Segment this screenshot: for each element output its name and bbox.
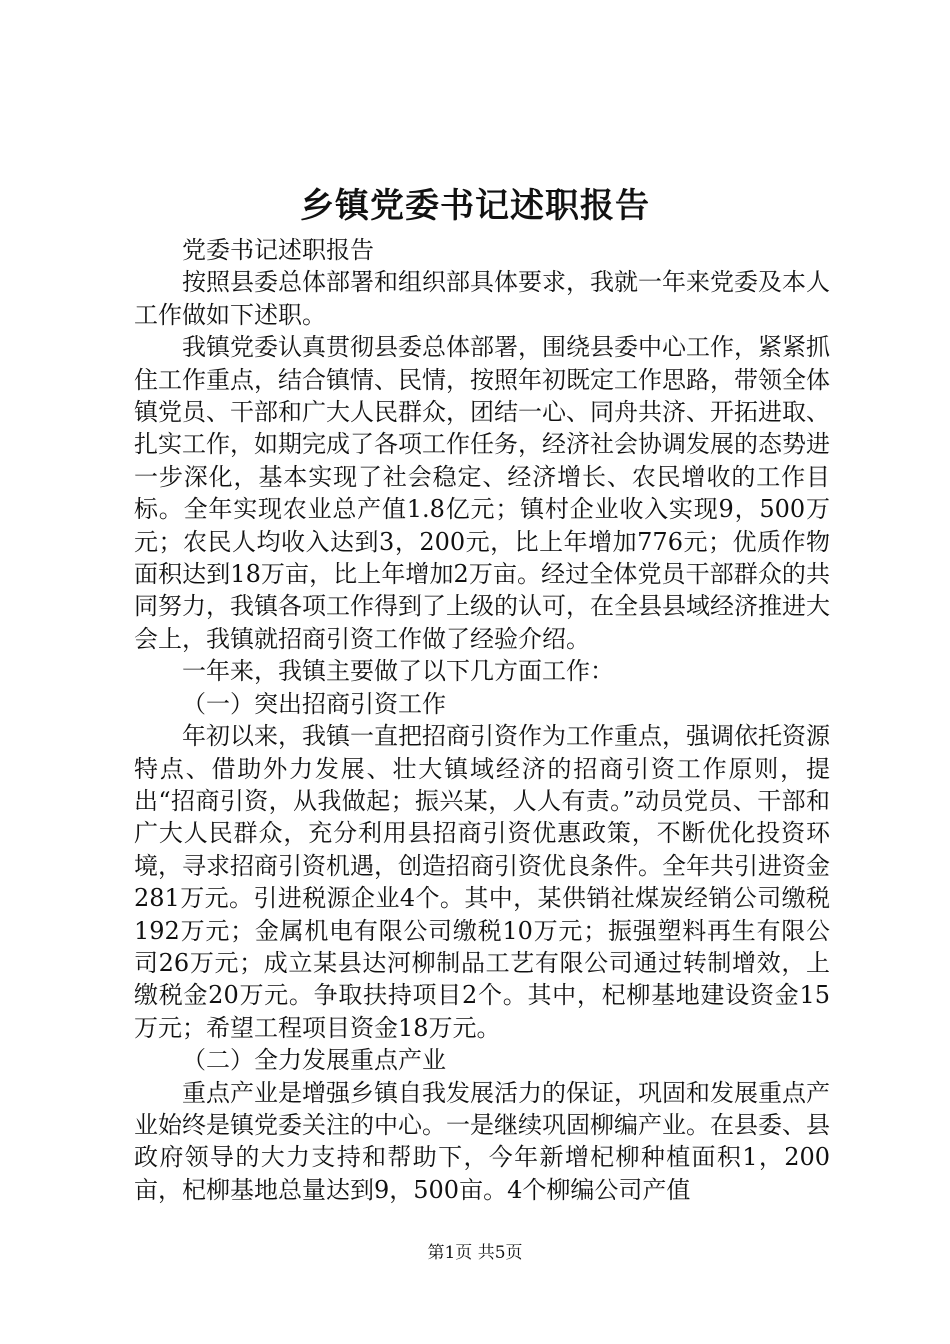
paragraph-heading-line: 党委书记述职报告 — [182, 236, 374, 264]
section-heading-1: （一）突出招商引资工作 — [182, 689, 446, 718]
paragraph-summary: 我镇党委认真贯彻县委总体部署，围绕县委中心工作，紧紧抓住工作重点，结合镇情、民情，按照年初既定工作思路，带领全体镇党员、干部和广大人民群众，团结一心、同舟共济、开拓进取、扎实工作，如期完成了各项工作任务，经济社会协调发展的态势进一步深化，基本实现了社会稳定、经济增长、农民增收的工作目标。全年实现农业总产值1.8亿元；镇村企业收入实现9，500万元；农民人均收入达到3，200元，比上年增加776元；优质作物面积达到18万亩，比上年增加2万亩。经过全体党员干部群众的共同努力，我镇各项工作得到了上级的认可，在全县县域经济推进大会上，我镇就招商引资工作做了经验介绍。 — [134, 333, 830, 653]
paragraph-intro: 按照县委总体部署和组织部具体要求，我就一年来党委及本人工作做如下述职。 — [134, 268, 830, 329]
document-title: 乡镇党委书记述职报告 — [300, 186, 650, 226]
section-heading-2: （二）全力发展重点产业 — [182, 1046, 446, 1075]
paragraph-industry: 重点产业是增强乡镇自我发展活力的保证，巩固和发展重点产业始终是镇党委关注的中心。一是继续巩固柳编产业。在县委、县政府领导的大力支持和帮助下，今年新增杞柳种植面积1，200亩，杞柳基地总量达到9，500亩。4个柳编公司产值 — [134, 1078, 830, 1204]
document-body — [134, 234, 830, 1206]
paragraph-work-overview: 一年来，我镇主要做了以下几方面工作： — [182, 657, 614, 686]
page-number-footer: 第1页 共5页 — [427, 1243, 523, 1263]
paragraph-investment: 年初以来，我镇一直把招商引资作为工作重点，强调依托资源特点、借助外力发展、壮大镇域经济的招商引资工作原则，提出“招商引资，从我做起；振兴某，人人有责。”动员党员、干部和广大人民群众，充分利用县招商引资优惠政策，不断优化投资环境，寻求招商引资机遇，创造招商引资优良条件。全年共引进资金281万元。引进税源企业4个。其中，某供销社煤炭经销公司缴税192万元；金属机电有限公司缴税10万元；振强塑料再生有限公司26万元；成立某县达河柳制品工艺有限公司通过转制增效，上缴税金20万元。争取扶持项目2个。其中，杞柳基地建设资金15万元；希望工程项目资金18万元。 — [134, 722, 830, 1042]
